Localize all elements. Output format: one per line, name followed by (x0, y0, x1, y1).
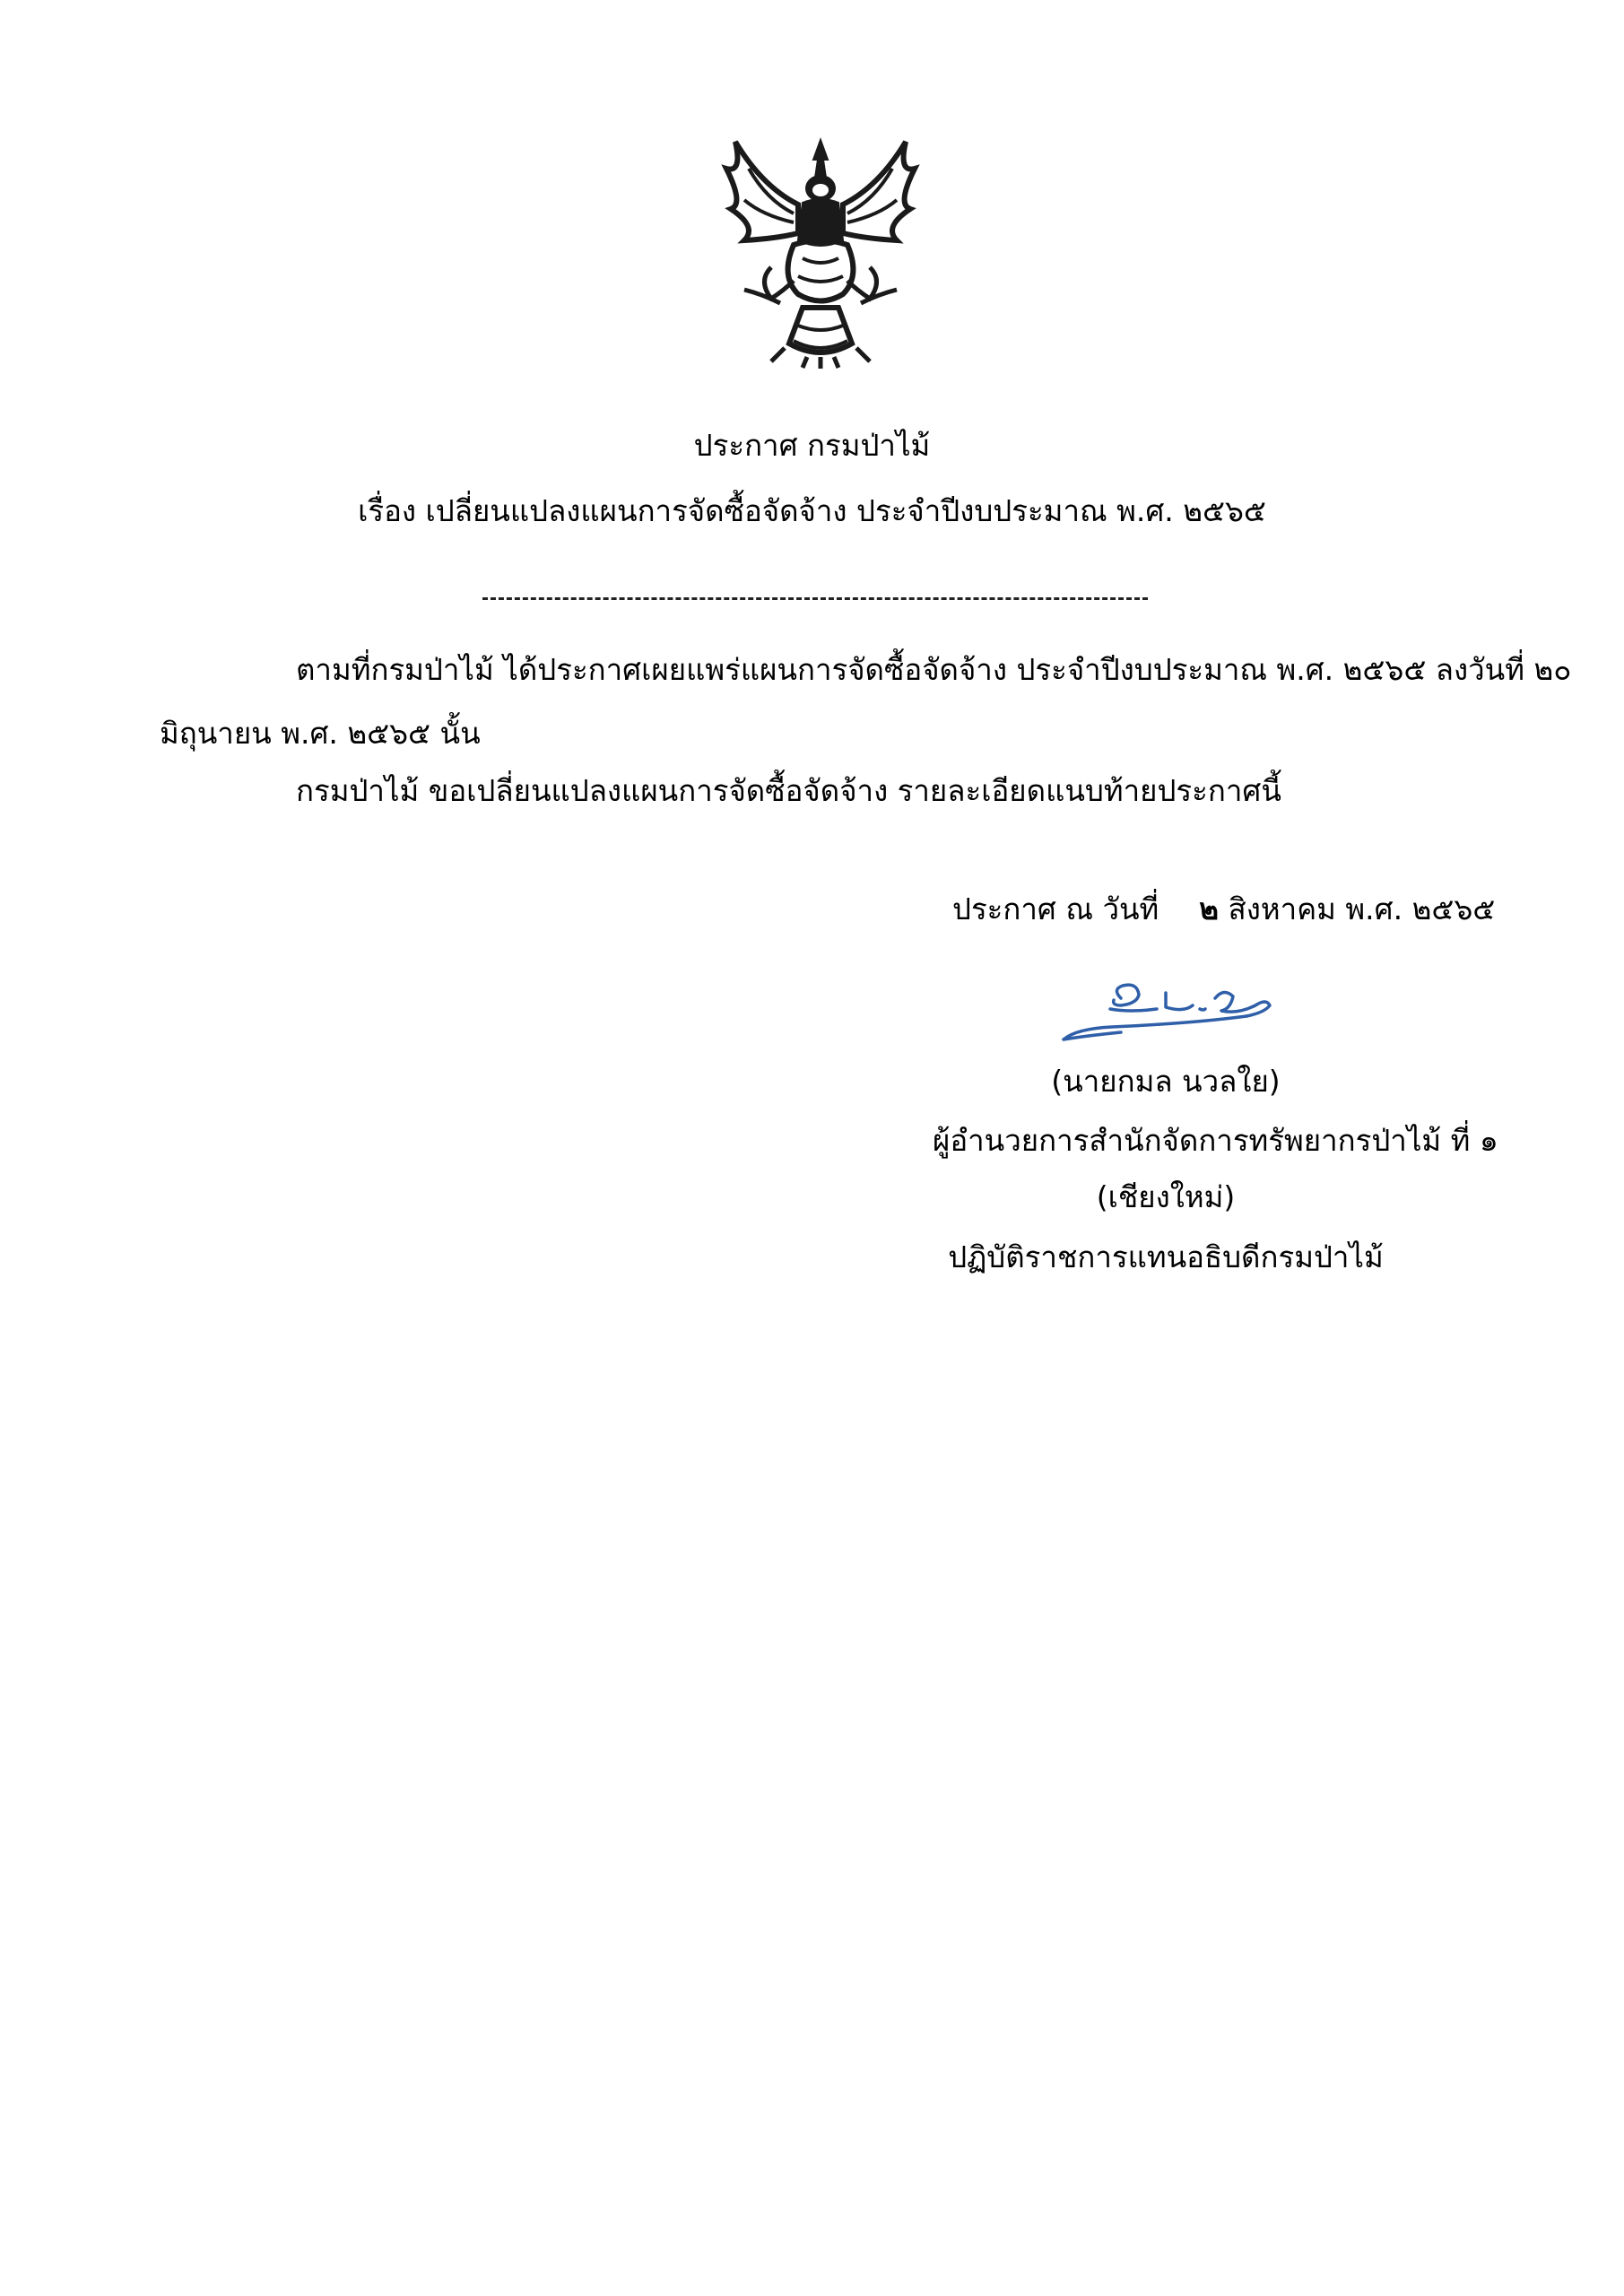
announcement-title: ประกาศ กรมป่าไม้ (693, 428, 931, 463)
body-paragraph-1-line-2: มิถุนายน พ.ศ. ๒๕๖๕ นั้น (160, 716, 481, 751)
signatory-position-line-2: (เชียงใหม่) (1096, 1179, 1236, 1214)
body-paragraph-1-line-1: ตามที่กรมป่าไม้ ได้ประกาศเผยแพร่แผนการจัดซื้อจัดจ้าง ประจำปีงบประมาณ พ.ศ. ๒๕๖๕ ลงวันที่ ๒๐ (296, 652, 1572, 687)
signatory-position-line-1: ผู้อำนวยการสำนักจัดการทรัพยากรป่าไม้ ที่ ๑ (933, 1123, 1498, 1158)
date-suffix: สิงหาคม พ.ศ. ๒๕๖๕ (1228, 891, 1496, 926)
dashed-divider (482, 597, 1148, 600)
announcement-date-line (952, 890, 1495, 929)
handwritten-signature (1058, 973, 1327, 1072)
announcement-subject: เรื่อง เปลี่ยนแปลงแผนการจัดซื้อจัดจ้าง ประจำปีงบประมาณ พ.ศ. ๒๕๖๕ (358, 493, 1266, 528)
signatory-position-line-3: ปฏิบัติราชการแทนอธิบดีกรมป่าไม้ (948, 1239, 1384, 1274)
date-prefix: ประกาศ ณ วันที่ (952, 891, 1159, 926)
garuda-emblem-icon (708, 133, 933, 370)
signatory-name: (นายกมล นวลใย) (1051, 1064, 1281, 1099)
body-paragraph-2: กรมป่าไม้ ขอเปลี่ยนแปลงแผนการจัดซื้อจัดจ้าง รายละเอียดแนบท้ายประกาศนี้ (296, 773, 1281, 808)
date-day: ๒ (1199, 891, 1220, 926)
